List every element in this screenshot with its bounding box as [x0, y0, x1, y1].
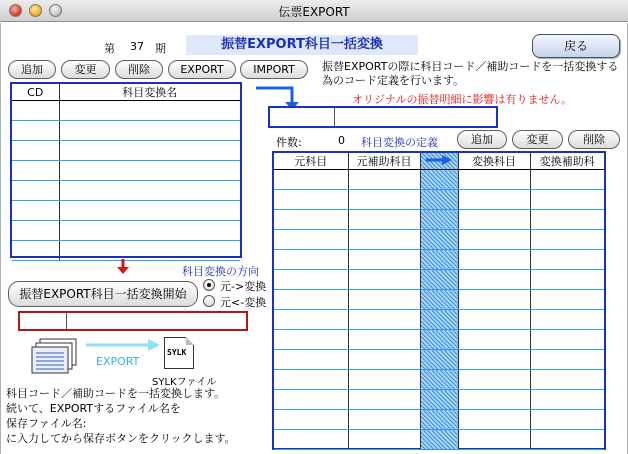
period-number: 37 [130, 40, 144, 53]
down-arrow-icon [115, 258, 131, 276]
table-row[interactable] [12, 201, 240, 221]
table-cell[interactable] [12, 101, 59, 121]
table-cell[interactable] [274, 390, 348, 410]
table-cell[interactable] [530, 390, 604, 410]
table-cell[interactable] [530, 330, 604, 350]
definition-name-field[interactable] [268, 106, 498, 128]
table-cell[interactable] [348, 190, 420, 210]
table-cell[interactable] [348, 410, 420, 430]
table-row[interactable] [274, 430, 604, 450]
table-cell[interactable] [274, 350, 348, 370]
arrow-column-cell [420, 270, 458, 290]
back-button[interactable]: 戻る [532, 34, 620, 58]
table-cell[interactable] [59, 221, 240, 241]
table-cell[interactable] [274, 270, 348, 290]
direction-forward-label[interactable]: 元->変換 [220, 280, 267, 293]
table-row[interactable] [274, 350, 604, 370]
table-cell[interactable] [458, 370, 530, 390]
add-button[interactable]: 追加 [8, 60, 56, 79]
table-cell[interactable] [458, 230, 530, 250]
table-cell[interactable] [530, 230, 604, 250]
column-header-arrow [420, 153, 458, 170]
table-cell[interactable] [348, 390, 420, 410]
table-cell[interactable] [458, 290, 530, 310]
table-cell[interactable] [348, 210, 420, 230]
table-cell[interactable] [348, 250, 420, 270]
arrow-column-cell [420, 230, 458, 250]
table-cell[interactable] [458, 270, 530, 290]
table-row[interactable] [274, 370, 604, 390]
table-row[interactable] [274, 230, 604, 250]
table-row[interactable] [274, 310, 604, 330]
definition-label: 科目変換の定義 [361, 136, 438, 149]
table-cell[interactable] [530, 270, 604, 290]
table-cell[interactable] [458, 390, 530, 410]
table-row[interactable] [274, 410, 604, 430]
change-button[interactable]: 変更 [61, 60, 110, 79]
table-cell[interactable] [12, 221, 59, 241]
table-cell[interactable] [458, 310, 530, 330]
table-cell[interactable] [12, 241, 59, 261]
table-row[interactable] [12, 141, 240, 161]
sylk-file-caption: SYLKファイル [152, 377, 217, 388]
instructions-text: 科目コード／補助コードを一括変換します。 続いて、EXPORTするファイル名を 保存ファイル名: に入力してから保存ボタンをクリックします。 [6, 387, 236, 445]
period-prefix: 第 [104, 42, 115, 55]
table-row[interactable] [12, 221, 240, 241]
table-cell[interactable] [274, 330, 348, 350]
table-cell[interactable] [530, 350, 604, 370]
export-arrow-label: EXPORT [96, 355, 140, 368]
table-cell[interactable] [274, 290, 348, 310]
table-cell[interactable] [530, 190, 604, 210]
table-cell[interactable] [458, 410, 530, 430]
table-cell[interactable] [458, 210, 530, 230]
arrow-column-cell [420, 310, 458, 330]
delete-button[interactable]: 削除 [115, 60, 163, 79]
arrow-column-cell [420, 370, 458, 390]
table-cell[interactable] [530, 410, 604, 430]
arrow-column-cell [420, 170, 458, 190]
table-cell[interactable] [348, 290, 420, 310]
export-button[interactable]: EXPORT [168, 60, 236, 79]
table-cell[interactable] [348, 310, 420, 330]
table-cell[interactable] [274, 250, 348, 270]
table-cell[interactable] [274, 370, 348, 390]
table-cell[interactable] [458, 250, 530, 270]
table-cell[interactable] [348, 270, 420, 290]
table-cell[interactable] [274, 170, 348, 190]
arrow-column-cell [420, 250, 458, 270]
sylk-file-icon [164, 337, 194, 369]
arrow-column-cell [420, 190, 458, 210]
table-cell[interactable] [12, 121, 59, 141]
table-cell[interactable] [458, 350, 530, 370]
warning-text: オリジナルの振替明細に影響は有りません。 [352, 93, 573, 106]
window-title: 伝票EXPORT [278, 5, 350, 19]
definition-delete-button[interactable]: 削除 [568, 130, 620, 149]
table-cell[interactable] [59, 201, 240, 221]
document-stack-icon [30, 337, 82, 375]
table-cell[interactable] [12, 201, 59, 221]
arrow-column-cell [420, 290, 458, 310]
table-cell[interactable] [530, 370, 604, 390]
table-row[interactable] [12, 181, 240, 201]
arrow-column-cell [420, 330, 458, 350]
table-cell[interactable] [348, 370, 420, 390]
window-titlebar [0, 0, 628, 22]
table-row[interactable] [274, 210, 604, 230]
table-cell[interactable] [59, 181, 240, 201]
column-header-cd[interactable]: CD [12, 84, 59, 101]
table-cell[interactable] [348, 430, 420, 450]
column-header-source-sub-account[interactable]: 元補助科目 [348, 153, 420, 170]
table-cell[interactable] [348, 170, 420, 190]
table-cell[interactable] [274, 430, 348, 450]
table-row[interactable] [274, 250, 604, 270]
start-conversion-button[interactable]: 振替EXPORT科目一括変換開始 [8, 281, 198, 307]
direction-reverse-label[interactable]: 元<-変換 [220, 296, 267, 309]
table-cell[interactable] [348, 230, 420, 250]
table-cell[interactable] [59, 121, 240, 141]
table-cell[interactable] [274, 410, 348, 430]
table-cell[interactable] [458, 430, 530, 450]
table-row[interactable] [12, 161, 240, 181]
conversion-name-table[interactable] [10, 82, 242, 258]
table-cell[interactable] [274, 210, 348, 230]
description-text: 振替EXPORTの際に科目コード／補助コードを一括変換する為のコード定義を行います。 [322, 60, 619, 87]
right-arrow-icon [424, 154, 454, 166]
table-cell[interactable] [530, 310, 604, 330]
count-label: 件数: [276, 136, 302, 149]
sylk-icon-text: SYLK [167, 348, 187, 357]
table-row[interactable] [274, 330, 604, 350]
table-cell[interactable] [59, 161, 240, 181]
arrow-column-cell [420, 410, 458, 430]
table-cell[interactable] [59, 141, 240, 161]
table-cell[interactable] [530, 430, 604, 450]
table-cell[interactable] [348, 350, 420, 370]
direction-label: 科目変換の方向 [182, 265, 259, 278]
definition-table[interactable] [272, 151, 606, 450]
selected-conversion-field[interactable] [18, 311, 248, 331]
table-cell[interactable] [530, 290, 604, 310]
table-cell[interactable] [59, 101, 240, 121]
table-cell[interactable] [274, 230, 348, 250]
table-cell[interactable] [530, 250, 604, 270]
table-row[interactable] [12, 121, 240, 141]
table-cell[interactable] [458, 170, 530, 190]
table-cell[interactable] [12, 141, 59, 161]
table-cell[interactable] [458, 190, 530, 210]
direction-reverse-radio[interactable] [203, 295, 215, 307]
column-header-source-account[interactable]: 元科目 [274, 153, 348, 170]
page-title: 振替EXPORT科目一括変換 [186, 35, 418, 55]
definition-add-button[interactable]: 追加 [457, 130, 507, 149]
table-cell[interactable] [348, 330, 420, 350]
table-cell[interactable] [530, 210, 604, 230]
arrow-column-cell [420, 350, 458, 370]
column-header-name[interactable]: 科目変換名 [59, 84, 240, 101]
period-suffix: 期 [155, 42, 166, 55]
table-row[interactable] [274, 190, 604, 210]
table-cell[interactable] [59, 241, 240, 261]
column-header-target-account[interactable]: 変換科目 [458, 153, 530, 170]
count-value: 0 [338, 134, 345, 147]
arrow-column-cell [420, 210, 458, 230]
table-cell[interactable] [274, 310, 348, 330]
table-cell[interactable] [274, 190, 348, 210]
table-cell[interactable] [12, 181, 59, 201]
arrow-column-cell [420, 390, 458, 410]
table-row[interactable] [274, 270, 604, 290]
definition-change-button[interactable]: 変更 [512, 130, 563, 149]
table-row[interactable] [274, 290, 604, 310]
arrow-column-cell [420, 430, 458, 450]
table-row[interactable] [274, 170, 604, 190]
table-cell[interactable] [12, 161, 59, 181]
column-header-target-sub-account[interactable]: 変換補助科 [530, 153, 604, 170]
table-row[interactable] [274, 390, 604, 410]
table-cell[interactable] [458, 330, 530, 350]
table-row[interactable] [12, 101, 240, 121]
table-cell[interactable] [530, 170, 604, 190]
export-arrow-icon [84, 338, 162, 352]
direction-forward-radio[interactable] [203, 279, 215, 291]
import-button[interactable]: IMPORT [240, 60, 308, 79]
